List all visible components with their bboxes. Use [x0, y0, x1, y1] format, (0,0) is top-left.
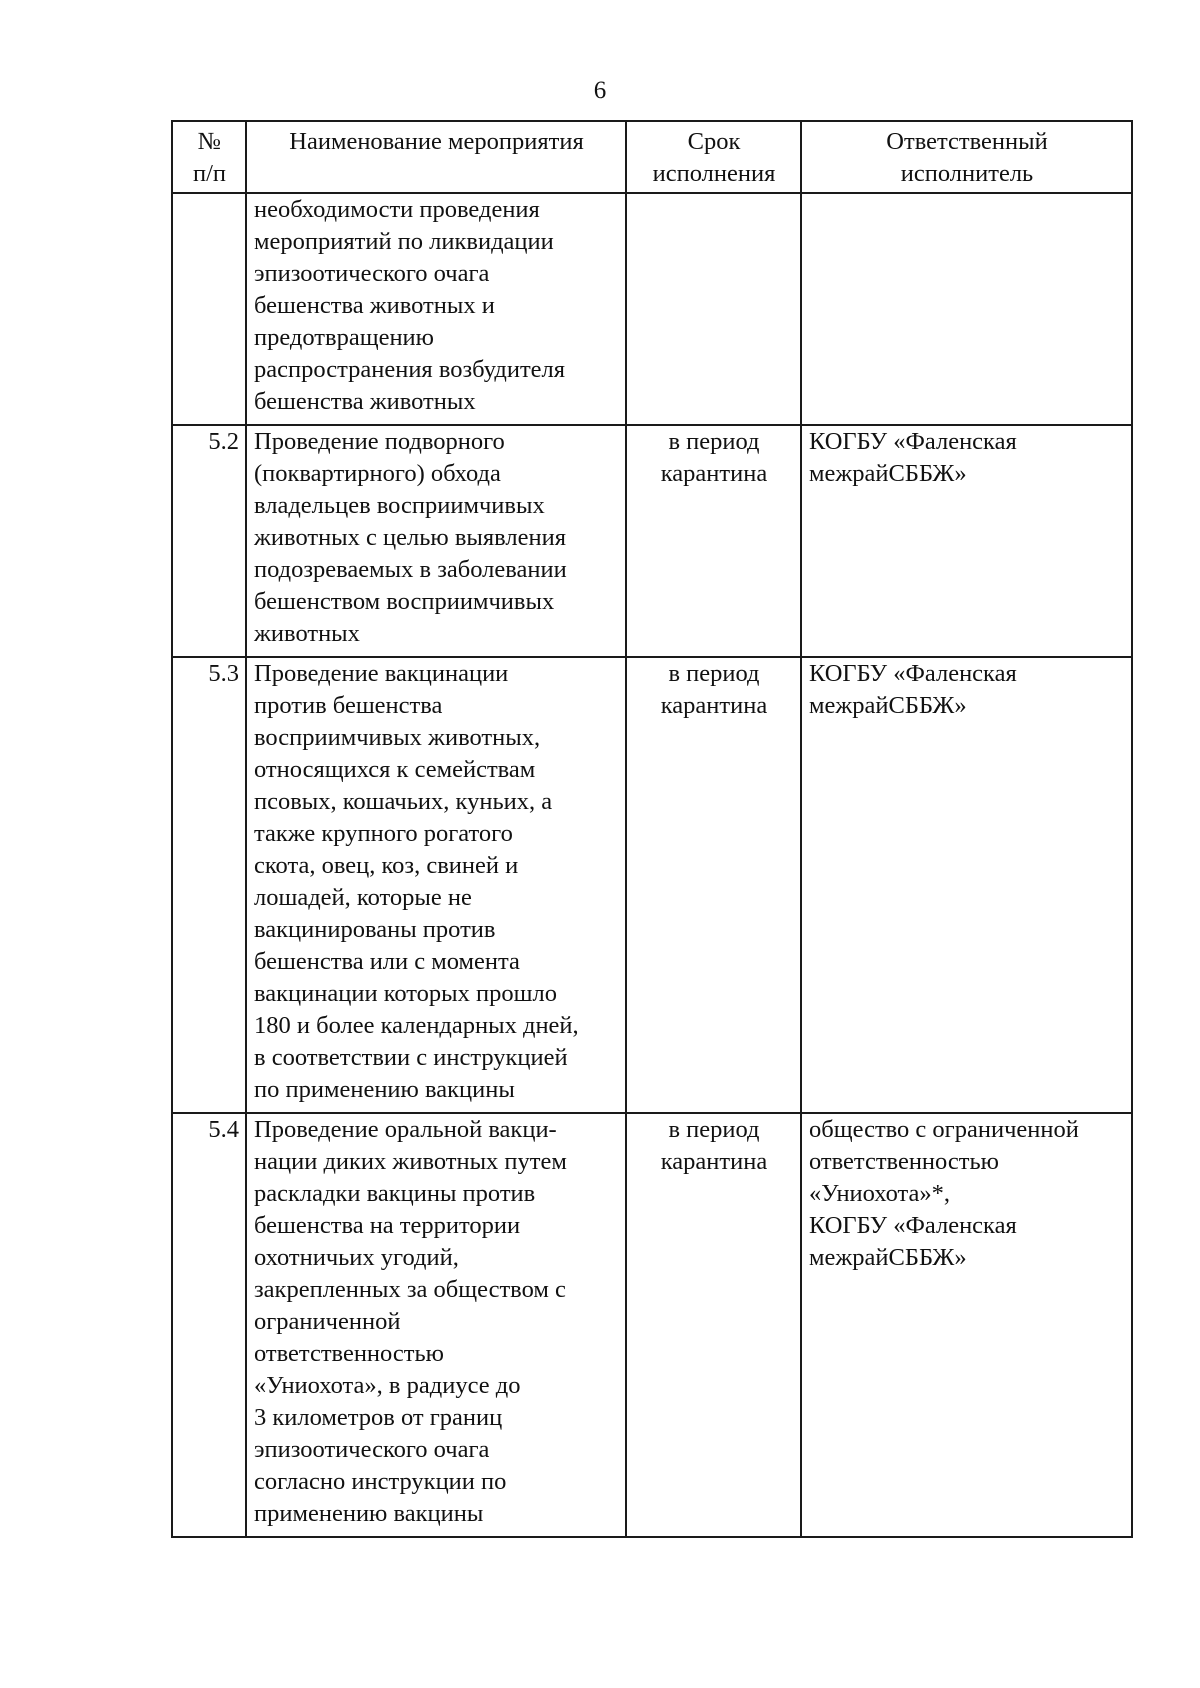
row-measure-name: необходимости проведения мероприятий по ликвидации эпизоотического очага бешенства животных и предотвращению распространения возбудителя бешенства животных — [246, 193, 626, 425]
table-row — [172, 193, 1132, 425]
header-number: № п/п — [172, 121, 246, 193]
row-deadline — [626, 193, 801, 425]
row-number: 5.4 — [172, 1113, 246, 1537]
row-measure-name: Проведение подворного (поквартирного) обхода владельцев восприимчивых животных с целью выявления подозреваемых в заболевании бешенством восприимчивых животных — [246, 425, 626, 657]
header-measure-name: Наименование мероприятия — [246, 121, 626, 193]
table-row — [172, 1113, 1132, 1537]
row-responsible: КОГБУ «Фаленская межрайСББЖ» — [801, 657, 1132, 1113]
table-row — [172, 657, 1132, 1113]
row-number: 5.2 — [172, 425, 246, 657]
header-responsible: Ответственный исполнитель — [801, 121, 1132, 193]
measures-table — [171, 120, 1133, 1538]
header-deadline: Срок исполнения — [626, 121, 801, 193]
row-responsible — [801, 193, 1132, 425]
page-number: 6 — [593, 77, 607, 104]
row-number: 5.3 — [172, 657, 246, 1113]
table-header-row — [172, 121, 1132, 193]
row-deadline: в период карантина — [626, 657, 801, 1113]
row-measure-name: Проведение оральной вакци- нации диких животных путем раскладки вакцины против бешенства на территории охотничьих угодий, закрепленных за обществом с ограниченной ответственностью «Униохота», в радиусе до 3 километров от границ эпизоотического очага согласно инструкции по применению вакцины — [246, 1113, 626, 1537]
row-number — [172, 193, 246, 425]
row-deadline: в период карантина — [626, 425, 801, 657]
table-row — [172, 425, 1132, 657]
row-responsible: КОГБУ «Фаленская межрайСББЖ» — [801, 425, 1132, 657]
row-measure-name: Проведение вакцинации против бешенства восприимчивых животных, относящихся к семействам псовых, кошачьих, куньих, а также крупного рогатого скота, овец, коз, свиней и лошадей, которые не вакцинированы против бешенства или с момента вакцинации которых прошло 180 и более календарных дней, в соответствии с инструкцией по применению вакцины — [246, 657, 626, 1113]
row-responsible: общество с ограниченной ответственностью «Униохота»*, КОГБУ «Фаленская межрайСББЖ» — [801, 1113, 1132, 1537]
row-deadline: в период карантина — [626, 1113, 801, 1537]
